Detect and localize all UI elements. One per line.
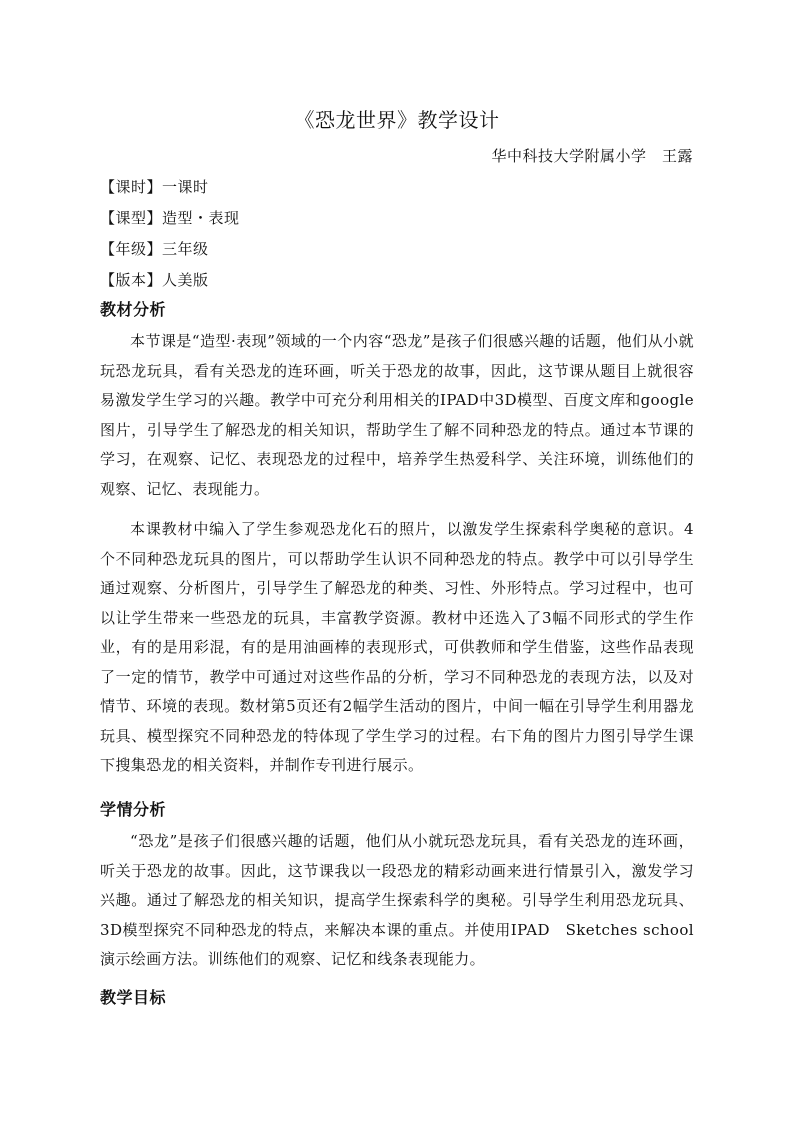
paragraph-learner-1: “恐龙”是孩子们很感兴趣的话题，他们从小就玩恐龙玩具，看有关恐龙的连环画，听关于恐龙的故事。因此，这节课我以一段恐龙的精彩动画来进行情景引入，激发学习兴趣。通过了解恐龙的相关知识，提高学生探索科学的奥秘。引导学生利用恐龙玩具、3D模型探究不同种恐龙的特点，来解决本课的重点。并使用IPAD Sketches school演示绘画方法。训练他们的观察、记忆和线条表现能力。 — [100, 832, 694, 968]
heading-material-analysis: 教材分析 — [100, 300, 167, 319]
meta-lesson-type: 【课型】造型・表现 — [100, 209, 240, 227]
heading-learner-analysis: 学情分析 — [100, 800, 167, 819]
paragraph-material-1: 本节课是“造型·表现”领域的一个内容“恐龙”是孩子们很感兴趣的话题，他们从小就玩恐龙玩具，看有关恐龙的连环画，听关于恐龙的故事，因此，这节课从题目上就很容易激发学生学习的兴趣。教学中可充分利用相关的IPAD中3D模型、百度文库和google图片，引导学生了解恐龙的相关知识，帮助学生了解不同种恐龙的特点。通过本节课的学习，在观察、记忆、表现恐龙的过程中，培养学生热爱科学、关注环境，训练他们的观察、记忆、表现能力。 — [100, 332, 694, 498]
meta-grade: 【年级】三年级 — [100, 240, 209, 258]
meta-edition: 【版本】人美版 — [100, 271, 209, 289]
meta-class-hours: 【课时】一课时 — [100, 178, 209, 196]
heading-teaching-goals: 教学目标 — [100, 988, 167, 1007]
paragraph-material-2: 本课教材中编入了学生参观恐龙化石的照片，以激发学生探索科学奥秘的意识。4个不同种恐龙玩具的图片，可以帮助学生认识不同种恐龙的特点。教学中可以引导学生通过观察、分析图片，引导学生了解恐龙的种类、习性、外形特点。学习过程中，也可以让学生带来一些恐龙的玩具，丰富教学资源。教材中还选入了3幅不同形式的学生作业，有的是用彩混，有的是用油画棒的表现形式，可供教师和学生借鉴，这些作品表现了一定的情节，教学中可通过对这些作品的分析，学习不同种恐龙的表现方法，以及对情节、环境的表现。数材第5页还有2幅学生活动的图片，中间一幅在引导学生利用器龙玩具、模型探究不同种恐龙的特体现了学生学习的过程。右下角的图片力图引导学生课下搜集恐龙的相关资料，并制作专刊进行展示。 — [100, 520, 694, 774]
author-line: 华中科技大学附属小学 王露 — [491, 147, 693, 165]
document-title: 《恐龙世界》教学设计 — [294, 108, 500, 132]
